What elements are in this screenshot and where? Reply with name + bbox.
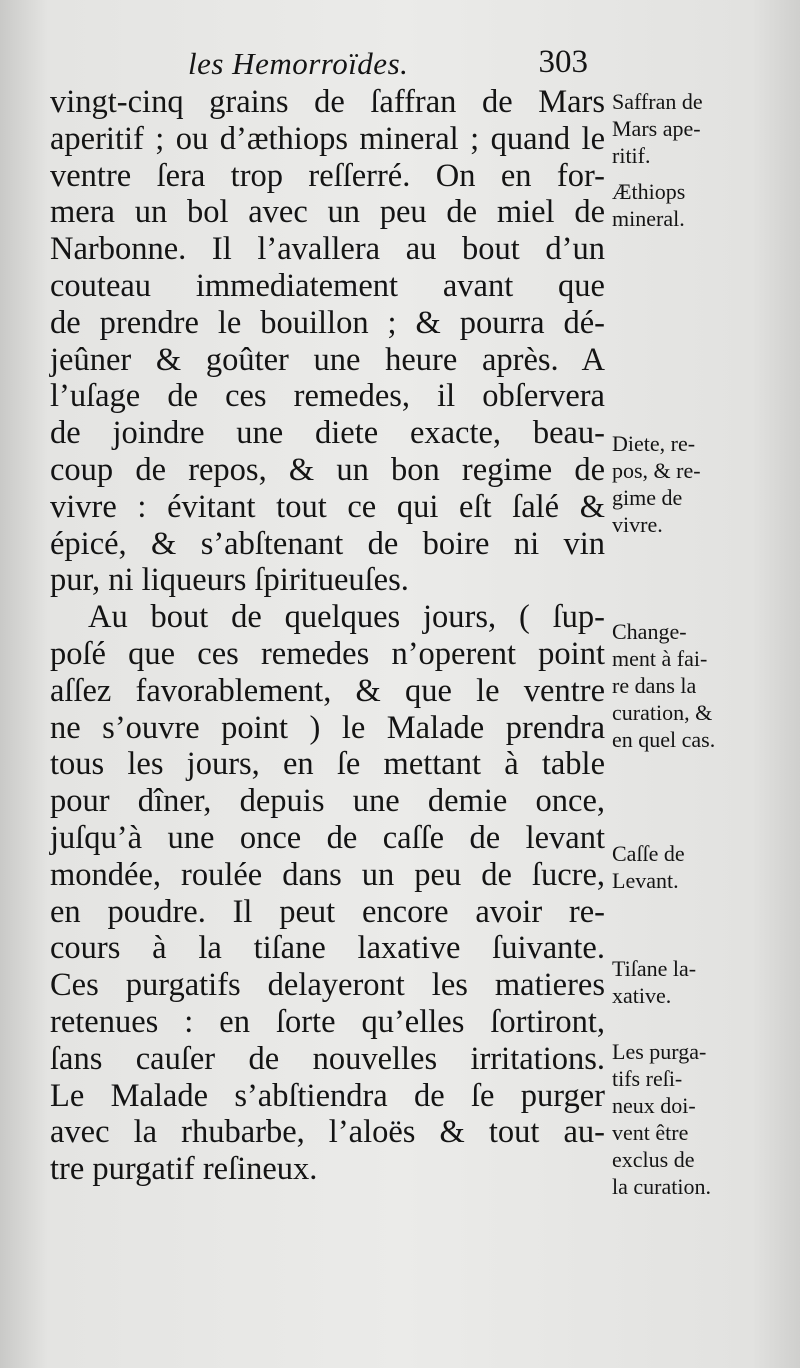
text-line: vingt-cinq grains de ſaffran de Mars <box>50 84 605 120</box>
text-line: cours à la tiſane laxative ſuivante. <box>50 930 605 967</box>
text-line: de prendre le bouillon ; & pourra dé- <box>50 304 605 341</box>
margin-note <box>612 618 762 753</box>
margin-note-line: curation, & <box>612 700 713 725</box>
text-line: aperitif ; ou d’æthiops mineral ; quand le <box>50 120 605 157</box>
margin-note <box>612 88 762 169</box>
margin-note-line: gime de <box>612 485 683 510</box>
margin-note-line: tifs reſi- <box>612 1066 683 1091</box>
text-line: couteau immediatement avant que <box>50 267 605 304</box>
margin-note-line: neux doi- <box>612 1093 696 1118</box>
margin-note-line: ritif. <box>612 143 651 168</box>
running-title: les Hemorroïdes. <box>188 46 409 81</box>
margin-note-line: exclus de <box>612 1147 695 1172</box>
text-line: vivre : évitant tout ce qui eſt ſalé & <box>50 488 605 525</box>
text-line: Le Malade s’abſtiendra de ſe purger <box>50 1077 605 1114</box>
text-line: Au bout de quelques jours, ( ſup- <box>88 599 605 636</box>
text-line: jeûner & goûter une heure après. A <box>50 341 605 378</box>
text-line: juſqu’à une once de caſſe de levant <box>50 819 605 856</box>
body-text <box>50 84 605 1188</box>
margin-note-line: Tiſane la- <box>612 956 697 981</box>
margin-note-line: Mars ape- <box>612 116 701 141</box>
text-line: tre purgatif reſineux. <box>50 1151 318 1188</box>
margin-note-line: vivre. <box>612 512 663 537</box>
page-number: 303 <box>538 44 588 80</box>
margin-note-line: xative. <box>612 983 672 1008</box>
text-line: pour dîner, depuis une demie once, <box>50 783 605 820</box>
text-line: ne s’ouvre point ) le Malade prendra <box>50 709 605 746</box>
margin-note-line: Levant. <box>612 868 679 893</box>
margin-note <box>612 1038 762 1200</box>
margin-note-line: Diete, re- <box>612 431 696 456</box>
margin-note-line: Æthiops <box>612 179 686 204</box>
margin-note-line: vent être <box>612 1120 689 1145</box>
text-line: coup de repos, & un bon regime de <box>50 451 605 488</box>
text-line: mera un bol avec un peu de miel de <box>50 194 605 231</box>
text-line: de joindre une diete exacte, beau- <box>50 415 605 452</box>
text-line: avec la rhubarbe, l’aloës & tout au- <box>50 1114 605 1151</box>
text-line: poſé que ces remedes n’operent point <box>50 635 605 672</box>
text-line: aſſez favorablement, & que le ventre <box>50 672 605 709</box>
text-line: en poudre. Il peut encore avoir re- <box>50 893 605 930</box>
margin-note <box>612 955 762 1009</box>
text-line: épicé, & s’abſtenant de boire ni vin <box>50 525 605 562</box>
margin-note-line: Les purga- <box>612 1039 707 1064</box>
margin-note-line: pos, & re- <box>612 458 701 483</box>
margin-note-line: en quel cas. <box>612 727 716 752</box>
text-line: pur, ni liqueurs ſpiritueuſes. <box>50 562 409 599</box>
text-line: retenues : en ſorte qu’elles ſortiront, <box>50 1003 605 1040</box>
margin-note-line: la curation. <box>612 1174 711 1199</box>
text-line: l’uſage de ces remedes, il obſervera <box>50 378 605 415</box>
text-line: ventre ſera trop reſſerré. On en for- <box>50 157 605 194</box>
margin-note-line: ment à fai- <box>612 646 708 671</box>
text-line: mondée, roulée dans un peu de ſucre, <box>50 856 605 893</box>
text-line: Ces purgatifs delayeront les matieres <box>50 967 605 1004</box>
margin-note <box>612 178 762 232</box>
margin-note-line: Saffran de <box>612 89 703 114</box>
margin-note <box>612 430 762 538</box>
margin-note-line: Caſſe de <box>612 841 685 866</box>
margin-note <box>612 840 762 894</box>
text-line: Narbonne. Il l’avallera au bout d’un <box>50 231 605 268</box>
margin-note-line: re dans la <box>612 673 697 698</box>
margin-note-line: mineral. <box>612 206 685 231</box>
text-line: tous les jours, en ſe mettant à table <box>50 746 605 783</box>
text-line: ſans cauſer de nouvelles irritations. <box>50 1040 605 1077</box>
margin-note-line: Change- <box>612 619 687 644</box>
